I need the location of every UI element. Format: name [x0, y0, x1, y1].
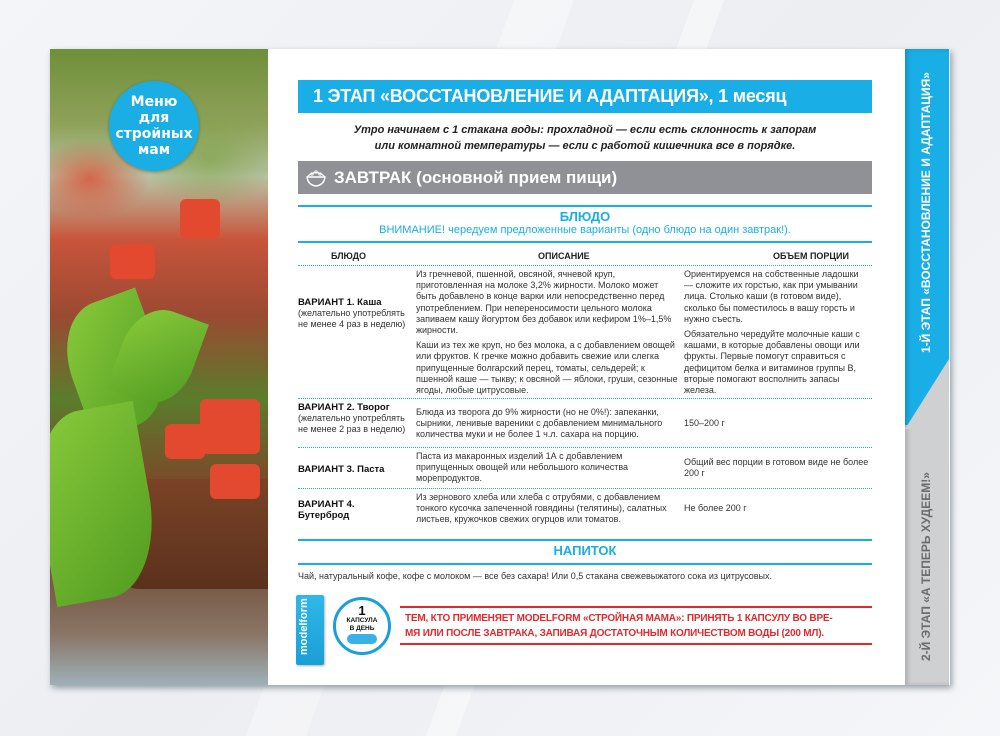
- tomato-shape: [210, 464, 260, 499]
- table-row-description: [416, 451, 678, 485]
- notice-line: ТЕМ, КТО ПРИМЕНЯЕТ MODELFORM «СТРОЙНАЯ МАМА»: ПРИНЯТЬ 1 КАПСУЛУ ВО ВРЕ-: [405, 613, 833, 624]
- badge-line: мам: [137, 142, 171, 158]
- badge-line: Меню: [130, 94, 178, 110]
- variant-note: (желательно употреблять не менее 4 раз в неделю): [298, 308, 406, 330]
- description-text: Из гречневой, пшенной, овсяной, ячневой круп, приготовленная на молоке 3,2% жирности. Молоко может быть добавлено в конце варки или непосредственно перед употреблением. При непереносимости цельного молока запиваем кашу йогуртом без добавок или кефиром 1%–1,5% жирности.: [416, 269, 672, 336]
- table-row-dish: [298, 402, 408, 436]
- description-text: Паста из макаронных изделий 1А с добавлением припущенных овощей или небольшого количества морепродуктов.: [416, 451, 629, 484]
- variant-name: ВАРИАНТ 2. Творог: [298, 402, 390, 413]
- menu-badge: [109, 81, 199, 171]
- tomato-shape: [165, 424, 205, 459]
- portion-text: Не более 200 г: [684, 503, 747, 513]
- notice-line: МЯ ИЛИ ПОСЛЕ ЗАВТРАКА, ЗАПИВАЯ ДОСТАТОЧНЫМ КОЛИЧЕСТВОМ ВОДЫ (200 МЛ).: [405, 628, 824, 639]
- row-divider: [298, 447, 872, 448]
- tab-stage-2-label: 2-Й ЭТАП «А ТЕПЕРЬ ХУДЕЕМ!»: [919, 472, 933, 661]
- table-row-description: [416, 407, 678, 441]
- tomato-shape: [180, 199, 220, 239]
- capsule-label: КАПСУЛА: [346, 617, 378, 624]
- description-text: Блюда из творога до 9% жирности (но не 0%!): запеканки, сырники, ленивые вареники с добавлением минимального количества муки и не более 1 ч.л. сахара на порцию.: [416, 407, 663, 440]
- badge-line: для: [138, 110, 170, 126]
- drink-heading: НАПИТОК: [553, 543, 617, 558]
- intro-text: [298, 122, 872, 154]
- column-header-portion: ОБЪЕМ ПОРЦИИ: [773, 251, 849, 261]
- tomato-shape: [200, 399, 260, 454]
- table-row-description: [416, 269, 678, 396]
- variant-note: (желательно употреблять не менее 2 раз в неделю): [298, 413, 406, 435]
- variant-name: ВАРИАНТ 3. Паста: [298, 464, 385, 475]
- row-divider: [298, 265, 872, 266]
- dish-note: ВНИМАНИЕ! чередуем предложенные варианты (одно блюдо на один завтрак!).: [379, 224, 791, 236]
- dish-heading: БЛЮДО: [559, 209, 611, 224]
- divider-red: [400, 606, 872, 608]
- divider: [298, 563, 872, 565]
- column-header-description: ОПИСАНИЕ: [538, 251, 590, 261]
- content-panel: [268, 49, 905, 685]
- intro-line: Утро начинаем с 1 стакана воды: прохладной — если есть склонность к запорам: [353, 124, 817, 136]
- portion-text: Ориентируемся на собственные ладошки — сложите их горстью, как при умывании лица. Столько каши (в готовом виде), сколько бы поместилось в вашу горсть и нужно съесть.: [684, 269, 859, 324]
- table-row-portion: [684, 503, 869, 514]
- table-row-dish: [298, 499, 408, 521]
- description-text: Из зернового хлеба или хлеба с отрубями, с добавлением тонкого кусочка запеченной говядины (телятины), салатных листьев, кружочков свежих огурцов или томатов.: [416, 492, 667, 525]
- divider: [298, 241, 872, 243]
- brochure-spread: [50, 49, 950, 685]
- row-divider: [298, 398, 872, 399]
- column-header-dish: БЛЮДО: [331, 251, 367, 261]
- supplement-notice: [405, 611, 875, 641]
- capsule-label: В ДЕНЬ: [349, 624, 375, 632]
- portion-text: 150–200 г: [684, 418, 725, 428]
- divider-red: [400, 643, 872, 645]
- drink-text: Чай, натуральный кофе, кофе с молоком — все без сахара! Или 0,5 стакана свежевыжатого сока из цитрусовых.: [298, 571, 773, 581]
- table-row-portion: [684, 457, 869, 479]
- intro-line: или комнатной температуры — если с работой кишечника все в порядке.: [374, 140, 796, 152]
- badge-line: стройных: [115, 126, 193, 142]
- tab-stage-1-label: 1-Й ЭТАП «ВОССТАНОВЛЕНИЕ И АДАПТАЦИЯ»: [919, 72, 933, 353]
- table-row-description: [416, 492, 678, 526]
- food-photo: [50, 49, 268, 685]
- divider: [298, 205, 872, 207]
- section-title: ЗАВТРАК (основной прием пищи): [334, 168, 618, 187]
- tomato-shape: [110, 244, 155, 279]
- table-row-dish: [298, 464, 408, 475]
- product-package: [296, 595, 324, 665]
- bowl-icon: [305, 166, 327, 188]
- capsule-count: 1: [358, 603, 366, 618]
- row-divider: [298, 488, 872, 489]
- divider: [298, 539, 872, 541]
- variant-name: ВАРИАНТ 1. Каша: [298, 297, 382, 308]
- portion-text: Общий вес порции в готовом виде не более 200 г: [684, 457, 869, 479]
- portion-text: Обязательно чередуйте молочные каши с кашами, в которые добавлены овощи или фрукты. Первые помогут справиться с дефицитом белка и витаминов группы В, вторые помогают восполнить запасы железа.: [684, 329, 860, 396]
- table-row-portion: [684, 269, 869, 396]
- capsule-icon: [347, 634, 377, 644]
- table-row-portion: [684, 418, 869, 429]
- page-title: 1 ЭТАП «ВОССТАНОВЛЕНИЕ И АДАПТАЦИЯ», 1 месяц: [298, 80, 872, 113]
- product-name: modelform: [298, 598, 310, 655]
- variant-name: ВАРИАНТ 4. Бутерброд: [298, 499, 355, 522]
- table-row-dish: [298, 297, 408, 331]
- capsule-badge: [333, 597, 391, 655]
- section-header-breakfast: [298, 161, 872, 194]
- description-text: Каши из тех же круп, но без молока, а с добавлением овощей или фруктов. К гречке можно добавить свежие или слегка припущенные болгарский перец, томаты, сельдерей; к пшенной каше — тыкву; к овсяной — яблоки, груши, сезонные ягоды, любые цитрусовые.: [416, 340, 678, 396]
